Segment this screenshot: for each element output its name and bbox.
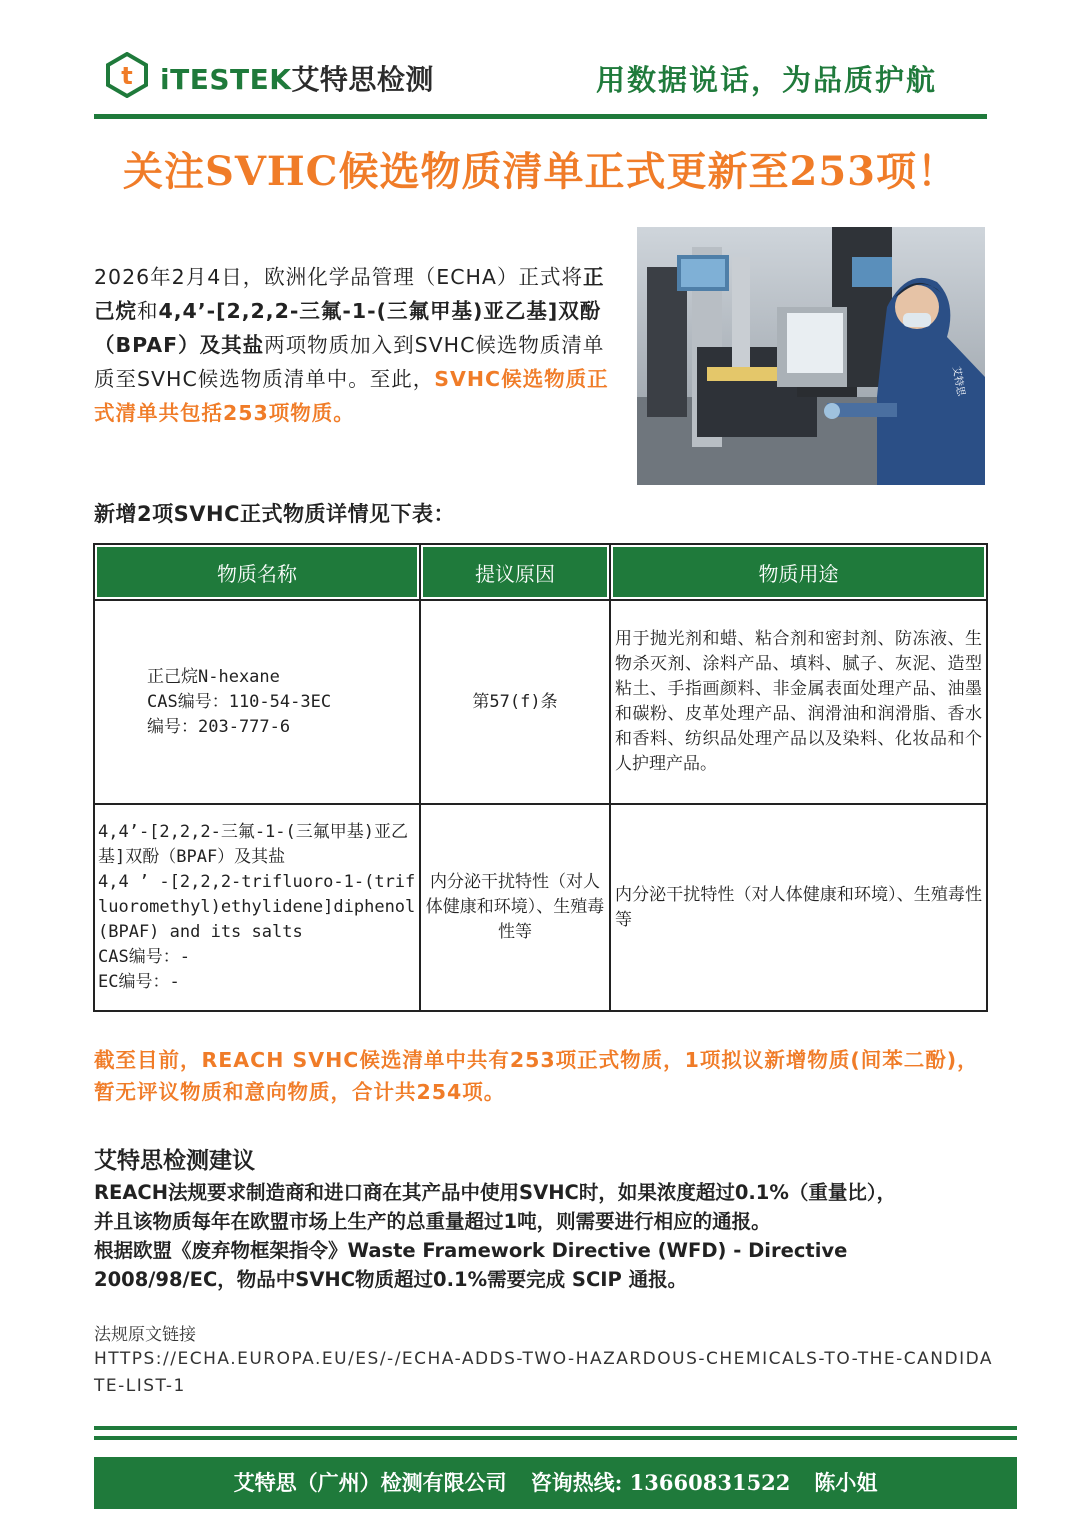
intro-bold-2: 4,4’-[2,2,2-三氟-1-(三氟甲基)亚乙基]双酚（BPAF）及其盐: [94, 299, 602, 357]
ec-number: EC编号：-: [98, 972, 180, 992]
header-divider: [94, 114, 987, 119]
intro-text-2: 和: [137, 299, 159, 323]
col-header-reason: 提议原因: [420, 544, 610, 600]
intro-text-3: 两项物质加入到SVHC候选物质清单质至SVHC候选物质清单中。至此，: [94, 333, 605, 391]
footer-bar: [94, 1457, 1017, 1509]
table-row: [94, 600, 987, 804]
source-link-label: 法规原文链接: [94, 1325, 196, 1345]
intro-text-1: 2026年2月4日，欧洲化学品管理（ECHA）正式将: [94, 265, 583, 289]
source-link[interactable]: HTTPS://ECHA.EUROPA.EU/ES/-/ECHA-ADDS-TWO-HAZARDOUS-CHEMICALS-TO-THE-CANDIDATE-LIST-1: [94, 1349, 994, 1396]
advice-body: [94, 1178, 994, 1294]
reason-cell: 内分泌干扰特性（对人体健康和环境）、生殖毒性等: [420, 804, 610, 1011]
footer-divider: [94, 1426, 1017, 1430]
advice-line: 并且该物质每年在欧盟市场上生产的总重量超过1吨，则需要进行相应的通报。: [94, 1210, 771, 1233]
svg-text:t: t: [121, 62, 133, 90]
use-cell: 内分泌干扰特性（对人体健康和环境）、生殖毒性等: [610, 804, 987, 1011]
table-intro: 新增2项SVHC正式物质详情见下表：: [94, 502, 455, 526]
lab-photo: [637, 227, 985, 485]
substance-name-en: 4,4 ’ -[2,2,2-trifluoro-1-(trifluoromethyl)ethylidene]diphenol(BPAF) and its salts: [98, 872, 416, 942]
footer-company: 艾特思（广州）检测有限公司: [233, 1470, 507, 1495]
advice-title: 艾特思检测建议: [94, 1148, 255, 1174]
table-row: [94, 804, 987, 1011]
use-cell: 用于抛光剂和蜡、粘合剂和密封剂、防冻液、生物杀灭剂、涂料产品、填料、腻子、灰泥、造型粘土、手指画颜料、非金属表面处理产品、油墨和碳粉、皮革处理产品、润滑油和润滑脂、香水和香料、纺织品处理产品以及染料、化妆品和个人护理产品。: [610, 600, 987, 804]
substance-name-cell: [94, 804, 420, 1011]
intro-highlight: SVHC候选物质正式清单共包括253项物质。: [94, 367, 609, 425]
footer-contact: 陈小姐: [814, 1470, 878, 1495]
substance-name: 正己烷N-hexane: [147, 666, 280, 687]
advice-line: REACH法规要求制造商和进口商在其产品中使用SVHC时，如果浓度超过0.1%（重量比），: [94, 1181, 897, 1204]
summary-note: 截至目前，REACH SVHC候选清单中共有253项正式物质，1项拟议新增物质(间苯二酚)，暂无评议物质和意向物质，合计共254项。: [94, 1048, 979, 1104]
cas-number: CAS编号：110-54-3EC: [147, 691, 332, 712]
col-header-use: 物质用途: [610, 544, 987, 600]
logo-brand: iTESTEK: [160, 63, 292, 96]
slogan: 用数据说话，为品质护航: [596, 63, 938, 97]
logo-mark-icon: [104, 52, 150, 98]
logo-text: [160, 58, 434, 98]
intro-bold-1: 正己烷: [94, 265, 605, 323]
substance-name-cn: 4,4’-[2,2,2-三氟-1-(三氟甲基)亚乙基]双酚（BPAF）及其盐: [98, 822, 408, 867]
footer-divider: [94, 1436, 1017, 1440]
svhc-table: [93, 543, 988, 1012]
headline: 关注SVHC候选物质清单正式更新至253项！: [122, 148, 959, 195]
intro-paragraph: [94, 260, 614, 430]
cas-number: CAS编号：-: [98, 947, 190, 967]
reason-cell: 第57(f)条: [420, 600, 610, 804]
advice-line: 根据欧盟《废弃物框架指令》Waste Framework Directive (WFD) - Directive: [94, 1239, 848, 1262]
footer-phone: 13660831522: [629, 1470, 791, 1495]
logo-cn: 艾特思检测: [291, 63, 434, 96]
footer-hotline: [531, 1470, 791, 1495]
substance-name-cell: [94, 600, 420, 804]
table-header-row: [94, 544, 987, 600]
advice-line: 2008/98/EC，物品中SVHC物质超过0.1%需要完成 SCIP 通报。: [94, 1268, 688, 1291]
photo-badge-text: 艾特思: [950, 365, 967, 398]
ec-number: 编号：203-777-6: [147, 716, 291, 737]
footer-hotline-label: 咨询热线:: [530, 1470, 623, 1495]
col-header-name: 物质名称: [94, 544, 420, 600]
